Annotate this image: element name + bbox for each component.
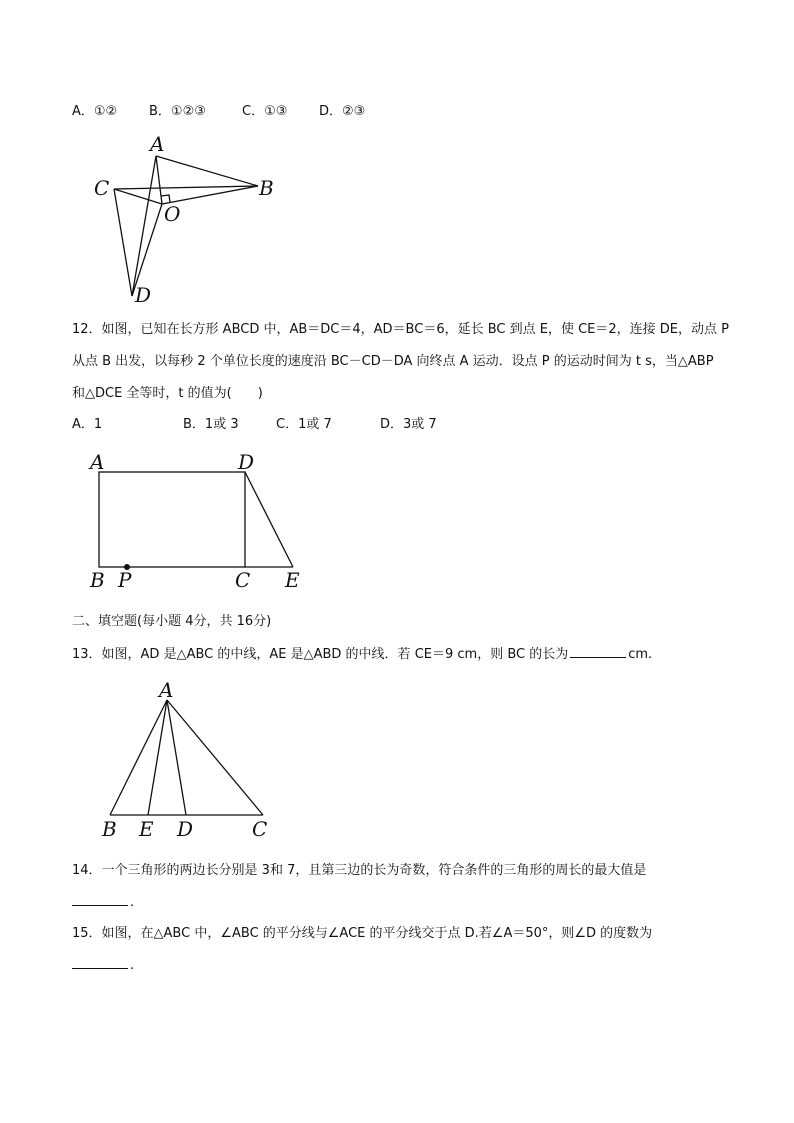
q12-label-e: E: [285, 568, 300, 592]
q14-line-1: 14．一个三角形的两边长分别是 3和 7，且第三边的长为奇数，符合条件的三角形的周长的最大值是: [72, 863, 647, 878]
q11-label-d: D: [135, 283, 152, 307]
q11-option-b: B．①②③: [149, 104, 206, 119]
q13-label-a: A: [159, 678, 174, 702]
q15-line-1: 15．如图，在△ABC 中，∠ABC 的平分线与∠ACE 的平分线交于点 D.若∠A＝50°，则∠D 的度数为: [72, 926, 653, 941]
q12-option-a: A．1: [72, 417, 103, 432]
q14-line-2: .: [72, 893, 134, 912]
q13-label-d: D: [177, 817, 194, 841]
q12-line-3: 和△DCE 全等时，t 的值为( ): [72, 386, 263, 401]
q13-label-e: E: [139, 817, 154, 841]
q12-option-d: D．3或 7: [380, 417, 437, 432]
q11-label-b: B: [259, 176, 274, 200]
q12-label-d: D: [238, 450, 255, 474]
q11-option-c: C．①③: [242, 104, 288, 119]
q13-text: 13．如图，AD 是△ABC 的中线，AE 是△ABD 的中线．若 CE＝9 cm，则 BC 的长为 cm.: [72, 647, 653, 662]
q12-label-c: C: [235, 568, 251, 592]
q12-line-2: 从点 B 出发，以每秒 2 个单位长度的速度沿 BC－CD－DA 向终点 A 运动．设点 P 的运动时间为 t s，当△ABP: [72, 354, 714, 369]
q12-label-p: P: [118, 568, 132, 592]
q11-label-o: O: [164, 202, 181, 226]
q12-option-c: C．1或 7: [276, 417, 332, 432]
q15-line-2: .: [72, 956, 134, 975]
q11-option-a: A．①②: [72, 104, 118, 119]
q15-answer-blank: [72, 956, 128, 969]
q13-label-c: C: [252, 817, 268, 841]
q12-label-b: B: [90, 568, 105, 592]
q13-label-b: B: [102, 817, 117, 841]
q11-label-c: C: [94, 176, 110, 200]
q12-line-1: 12．如图，已知在长方形 ABCD 中，AB＝DC＝4，AD＝BC＝6，延长 BC 到点 E，使 CE＝2，连接 DE，动点 P: [72, 322, 729, 337]
section-2-title: 二、填空题(每小题 4分，共 16分): [72, 614, 272, 629]
q11-option-d: D．②③: [319, 104, 366, 119]
q12-label-a: A: [90, 450, 105, 474]
q14-answer-blank: [72, 893, 128, 906]
q12-option-b: B．1或 3: [183, 417, 239, 432]
q11-label-a: A: [150, 132, 165, 156]
